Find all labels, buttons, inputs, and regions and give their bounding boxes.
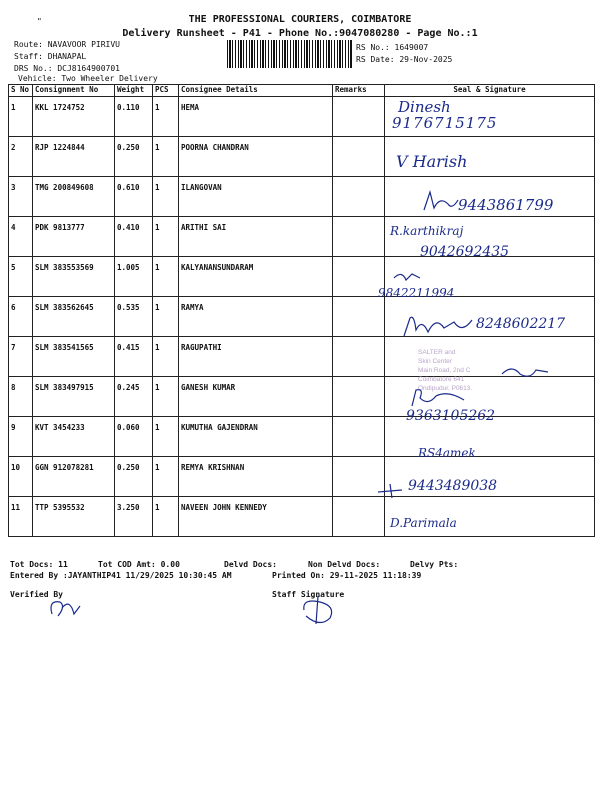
row-consignment: TTP 5395532 [33, 497, 115, 537]
row-consignment: TMG 200849608 [33, 177, 115, 217]
col-pcs: PCS [153, 85, 179, 97]
stamp-line: Coimbatore 641 [418, 376, 465, 383]
row-sno: 5 [9, 257, 33, 297]
delivery-points: Delvy Pts: [410, 560, 459, 569]
row-sno: 11 [9, 497, 33, 537]
row-consignee: GANESH KUMAR [179, 377, 333, 417]
row-pcs: 1 [153, 337, 179, 377]
row-consignee: ILANGOVAN [179, 177, 333, 217]
row-weight: 0.410 [115, 217, 153, 257]
row-remarks [333, 257, 385, 297]
staff-label: Staff: DHANAPAL [14, 52, 87, 61]
verified-by-label: Verified By [10, 590, 63, 599]
row-sno: 9 [9, 417, 33, 457]
signature-scribble-3 [420, 188, 460, 218]
printed-on: Printed On: 29-11-2025 11:18:39 [272, 571, 422, 580]
signature-2: V Harish [396, 152, 468, 171]
phone-1: 9176715175 [392, 114, 498, 132]
phone-10: 9443489038 [408, 478, 498, 494]
row-pcs: 1 [153, 457, 179, 497]
table-header-row [9, 85, 595, 97]
row-consignee: KUMUTHA GAJENDRAN [179, 417, 333, 457]
row-consignee: KALYANANSUNDARAM [179, 257, 333, 297]
runsheet-table [8, 84, 595, 537]
row-pcs: 1 [153, 497, 179, 537]
signature-scribble-7 [500, 362, 550, 380]
row-weight: 0.535 [115, 297, 153, 337]
row-pcs: 1 [153, 217, 179, 257]
delivered-docs: Delvd Docs: [224, 560, 277, 569]
table-row [9, 257, 595, 297]
phone-4: 9042692435 [420, 244, 510, 260]
col-consignee: Consignee Details [179, 85, 333, 97]
runsheet-subtitle: Delivery Runsheet - P41 - Phone No.:9047080280 - Page No.:1 [122, 28, 478, 39]
row-pcs: 1 [153, 257, 179, 297]
row-remarks [333, 97, 385, 137]
row-sno: 6 [9, 297, 33, 337]
row-sno: 2 [9, 137, 33, 177]
row-remarks [333, 497, 385, 537]
row-sno: 4 [9, 217, 33, 257]
row-remarks [333, 137, 385, 177]
row-consignee: REMYA KRISHNAN [179, 457, 333, 497]
staff-signature [296, 592, 340, 628]
row-consignee: RAMYA [179, 297, 333, 337]
row-consignee: RAGUPATHI [179, 337, 333, 377]
row-weight: 3.250 [115, 497, 153, 537]
table-row [9, 97, 595, 137]
route-label: Route: NAVAVOOR PIRIVU [14, 40, 120, 49]
rs-date: RS Date: 29-Nov-2025 [356, 55, 453, 64]
signature-4: R.karthikraj [390, 224, 464, 238]
row-remarks [333, 177, 385, 217]
row-sno: 8 [9, 377, 33, 417]
signature-scribble-8 [408, 386, 468, 410]
barcode [227, 40, 352, 68]
row-consignee: HEMA [179, 97, 333, 137]
row-weight: 0.610 [115, 177, 153, 217]
row-consignee: NAVEEN JOHN KENNEDY [179, 497, 333, 537]
verifier-signature [44, 594, 84, 622]
col-weight: Weight [115, 85, 153, 97]
row-weight: 0.060 [115, 417, 153, 457]
row-consignment: KKL 1724752 [33, 97, 115, 137]
stamp-line: Ondipudur, P0613. [418, 385, 473, 392]
row-remarks [333, 417, 385, 457]
vehicle-label: Vehicle: Two Wheeler Delivery [18, 74, 158, 83]
row-weight: 1.005 [115, 257, 153, 297]
phone-3: 9443861799 [458, 196, 554, 214]
signature-11: D.Parimala [390, 516, 457, 530]
row-consignment: SLM 383541565 [33, 337, 115, 377]
row-consignee: POORNA CHANDRAN [179, 137, 333, 177]
row-sno: 1 [9, 97, 33, 137]
row-pcs: 1 [153, 137, 179, 177]
row-weight: 0.245 [115, 377, 153, 417]
company-title: THE PROFESSIONAL COURIERS, COIMBATORE [188, 14, 412, 25]
row-consignment: GGN 912078281 [33, 457, 115, 497]
row-weight: 0.110 [115, 97, 153, 137]
signature-scribble-10 [376, 480, 406, 500]
signature-9: RS4amek [418, 446, 476, 460]
staff-signature-label: Staff Signature [272, 590, 345, 599]
row-consignment: RJP 1224844 [33, 137, 115, 177]
row-sno: 3 [9, 177, 33, 217]
row-remarks [333, 377, 385, 417]
row-sno: 10 [9, 457, 33, 497]
row-pcs: 1 [153, 177, 179, 217]
row-weight: 0.250 [115, 457, 153, 497]
row-remarks [333, 337, 385, 377]
total-cod-amount: Tot COD Amt: 0.00 [98, 560, 180, 569]
stamp-line: Main Road, 2nd C [418, 367, 471, 374]
signature-scribble-5 [392, 268, 422, 286]
row-pcs: 1 [153, 377, 179, 417]
row-weight: 0.250 [115, 137, 153, 177]
row-consignee: ARITHI SAI [179, 217, 333, 257]
row-consignment: KVT 3454233 [33, 417, 115, 457]
col-signature: Seal & Signature [385, 85, 595, 97]
row-consignment: PDK 9813777 [33, 217, 115, 257]
rs-number: RS No.: 1649007 [356, 43, 429, 52]
col-consignment: Consignment No [33, 85, 115, 97]
drs-number: DRS No.: DCJ8164900701 [14, 64, 120, 73]
corner-mark: " [37, 17, 42, 26]
non-delivered-docs: Non Delvd Docs: [308, 560, 381, 569]
table-row [9, 457, 595, 497]
row-pcs: 1 [153, 297, 179, 337]
phone-6: 8248602217 [476, 316, 566, 332]
col-sno: S No [9, 85, 33, 97]
row-pcs: 1 [153, 417, 179, 457]
table-row [9, 417, 595, 457]
phone-8: 9363105262 [406, 408, 496, 424]
row-consignment: SLM 383562645 [33, 297, 115, 337]
phone-5: 9842211994 [378, 286, 455, 300]
row-consignment: SLM 383497915 [33, 377, 115, 417]
stamp-line: Skin Center [418, 358, 452, 365]
row-pcs: 1 [153, 97, 179, 137]
total-docs: Tot Docs: 11 [10, 560, 68, 569]
stamp-line: SALTER and [418, 349, 456, 356]
row-sno: 7 [9, 337, 33, 377]
row-weight: 0.415 [115, 337, 153, 377]
table-row [9, 137, 595, 177]
signature-1: Dinesh [398, 98, 451, 116]
entered-by: Entered By :JAYANTHIP41 11/29/2025 10:30:45 AM [10, 571, 232, 580]
col-remarks: Remarks [333, 85, 385, 97]
row-remarks [333, 217, 385, 257]
row-remarks [333, 297, 385, 337]
signature-scribble-6 [400, 312, 478, 342]
table-row [9, 497, 595, 537]
row-consignment: SLM 383553569 [33, 257, 115, 297]
